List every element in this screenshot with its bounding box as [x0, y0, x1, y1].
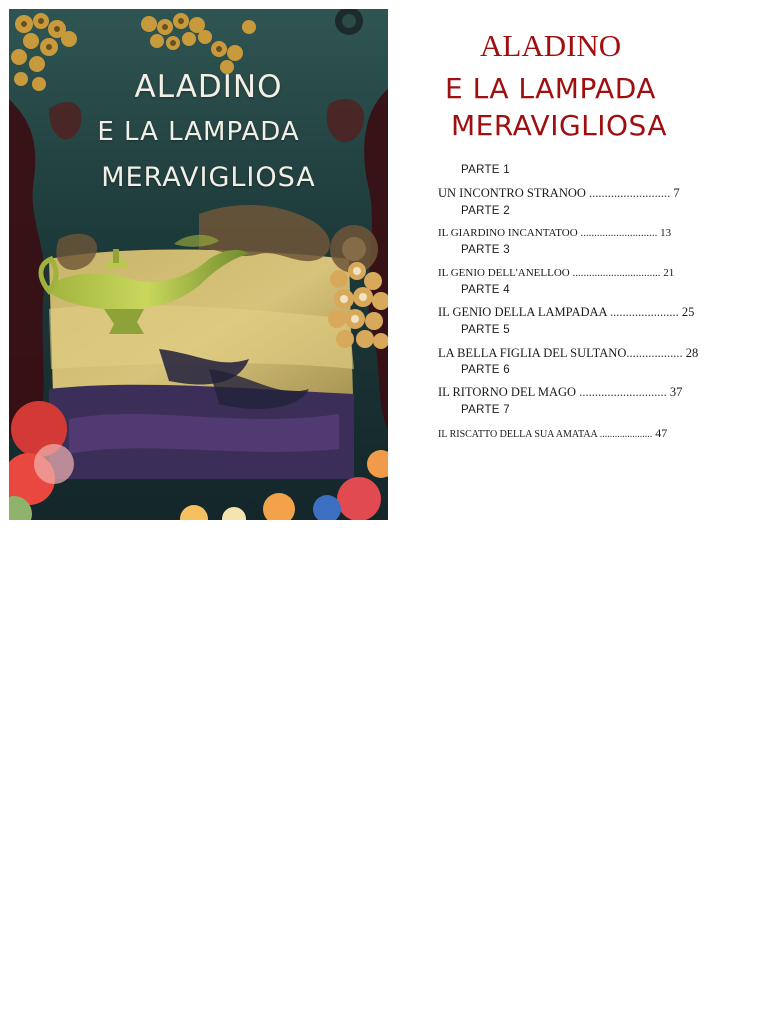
toc-leader-dots: ..................... — [597, 429, 653, 440]
book-cover — [9, 9, 388, 520]
toc-part-label: PARTE 4 — [461, 284, 510, 296]
toc-page-number: 25 — [678, 305, 695, 319]
toc-leader-dots: ...................... — [606, 305, 679, 319]
toc-leader-dots: ............................ — [577, 227, 658, 239]
toc-part-label: PARTE 7 — [461, 404, 510, 416]
toc-leader-dots: ................................ — [569, 267, 661, 279]
book-subtitle-line2: MERAVIGLIOSA — [451, 109, 667, 142]
toc-page-number: 28 — [682, 346, 699, 360]
toc-page-number: 21 — [660, 267, 675, 279]
toc-part-label: PARTE 2 — [461, 205, 510, 217]
cover-title-line1: ALADINO — [134, 69, 283, 105]
toc-entry[interactable] — [438, 186, 680, 201]
toc-entry[interactable] — [438, 267, 674, 279]
toc-chapter-title: IL RISCATTO DELLA SUA AMATAA — [438, 429, 598, 440]
toc-part-label: PARTE 6 — [461, 364, 510, 376]
book-subtitle-line1: E LA LAMPADA — [445, 72, 656, 105]
toc-chapter-title: IL GENIO DELL'ANELLOO — [438, 267, 570, 279]
toc-chapter-title: IL GIARDINO INCANTATOO — [438, 227, 578, 239]
cover-title-line2: E LA LAMPADA — [97, 117, 300, 147]
toc-chapter-title: LA BELLA FIGLIA DEL SULTANO — [438, 346, 627, 360]
toc-entry[interactable] — [438, 227, 671, 239]
toc-part-label: PARTE 1 — [461, 164, 510, 176]
toc-leader-dots: .................. — [626, 346, 683, 360]
toc-part-label: PARTE 3 — [461, 244, 510, 256]
toc-chapter-title: IL GENIO DELLA LAMPADAA — [438, 305, 607, 319]
toc-entry[interactable] — [438, 385, 682, 400]
toc-leader-dots: .......................... — [585, 186, 671, 200]
toc-page-number: 7 — [670, 186, 680, 200]
toc-entry[interactable] — [438, 305, 694, 320]
toc-chapter-title: IL RITORNO DEL MAGO — [438, 385, 577, 399]
toc-entry[interactable] — [438, 426, 667, 441]
toc-page-number: 37 — [666, 385, 683, 399]
toc-entry[interactable] — [438, 346, 698, 361]
toc-part-label: PARTE 5 — [461, 324, 510, 336]
cover-title-line3: MERAVIGLIOSA — [101, 162, 316, 193]
toc-leader-dots: ............................ — [576, 385, 667, 399]
toc-chapter-title: UN INCONTRO STRANOO — [438, 186, 586, 200]
toc-page-number: 13 — [657, 227, 672, 239]
book-title: ALADINO — [480, 28, 622, 63]
toc-page-number: 47 — [652, 426, 668, 440]
